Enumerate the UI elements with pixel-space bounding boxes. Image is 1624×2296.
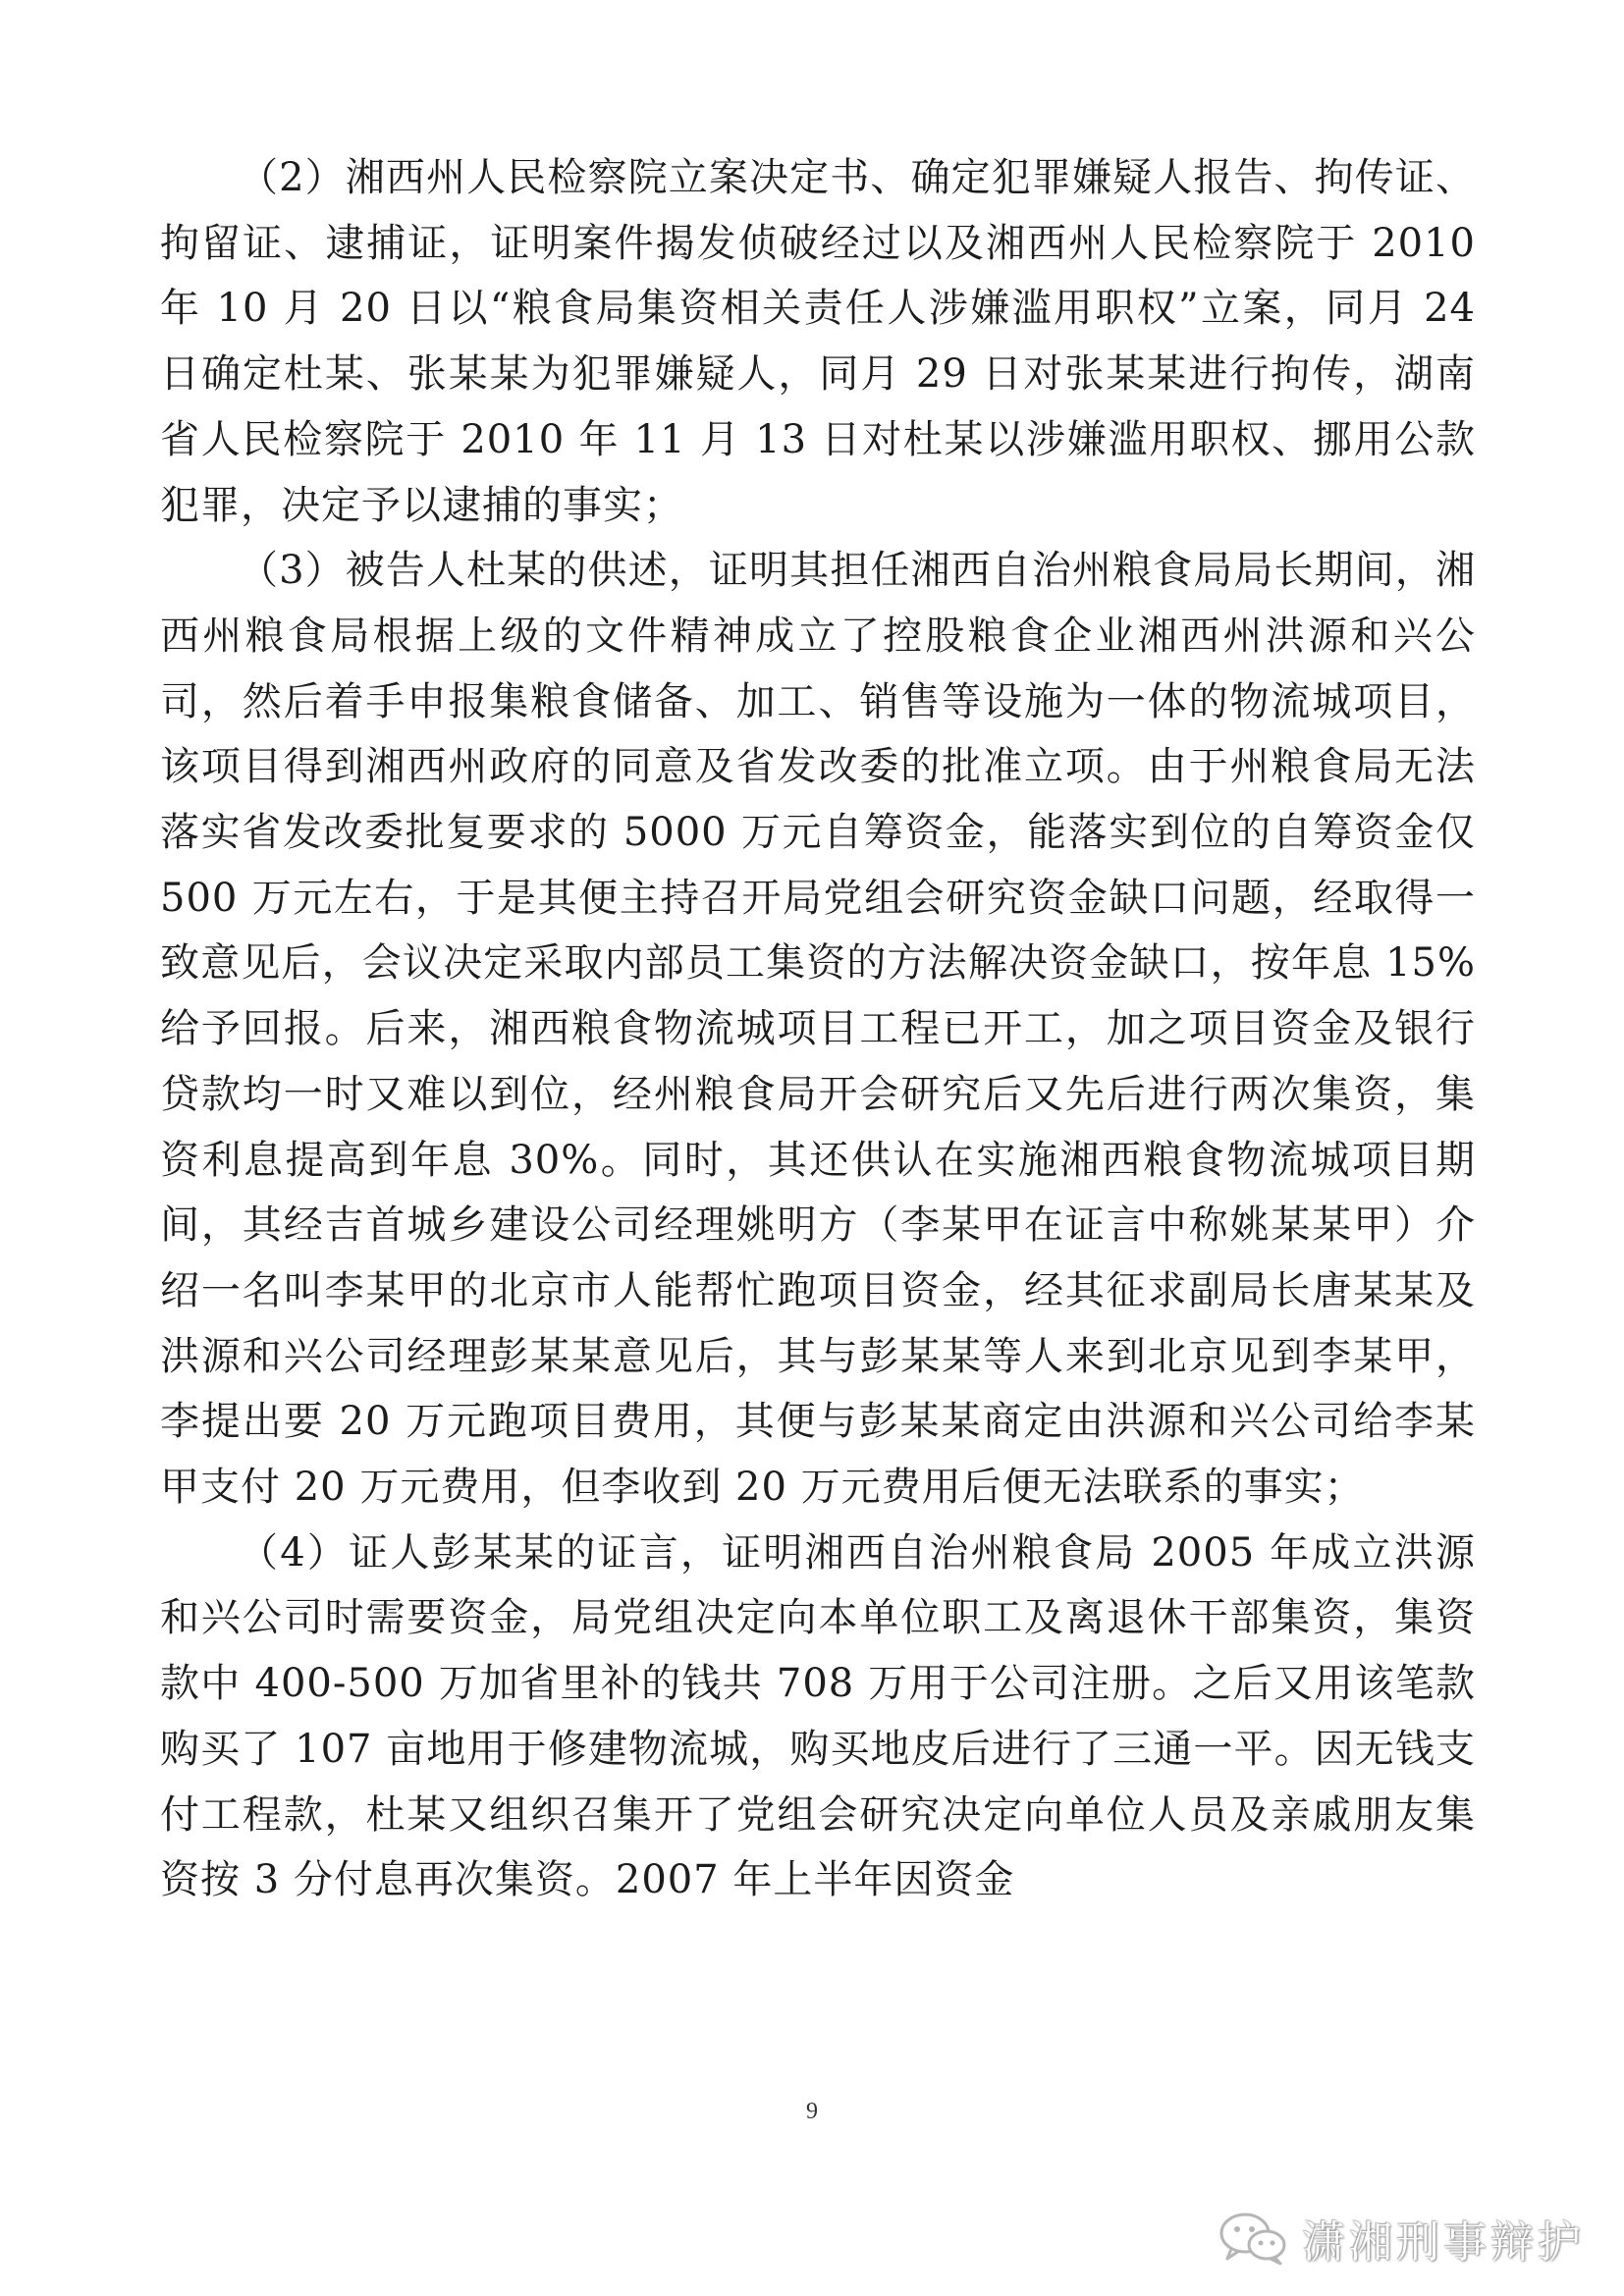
page-number: 9 (806, 2099, 818, 2124)
wechat-icon (1218, 2210, 1288, 2267)
paragraph-item-2: （2）湘西州人民检察院立案决定书、确定犯罪嫌疑人报告、拘传证、拘留证、逮捕证，证明案件揭发侦破经过以及湘西州人民检察院于 2010 年 10 月 20 日以“粮食局集资相关责任人涉嫌滥用职权”立案，同月 24 日确定杜某、张某某为犯罪嫌疑人，同月 29 日对张某某进行拘传，湖南省人民检察院于 2010 年 11 月 13 日对杜某以涉嫌滥用职权、挪用公款犯罪，决定予以逮捕的事实； (160, 155, 1476, 528)
document-body (160, 145, 1476, 1913)
watermark-text: 潇湘刑事辩护 (1302, 2217, 1585, 2268)
watermark (1218, 2207, 1585, 2269)
paragraph-item-4: （4）证人彭某某的证言，证明湘西自治州粮食局 2005 年成立洪源和兴公司时需要资金，局党组决定向本单位职工及离退休干部集资，集资款中 400-500 万加省里补的钱共 708 万用于公司注册。之后又用该笔款购买了 107 亩地用于修建物流城，购买地皮后进行了三通一平。因无钱支付工程款，杜某又组织召集开了党组会研究决定向单位人员及亲戚朋友集资按 3 分付息再次集资。2007 年上半年因资金 (160, 1529, 1476, 1903)
paragraph-item-3: （3）被告人杜某的供述，证明其担任湘西自治州粮食局局长期间，湘西州粮食局根据上级的文件精神成立了控股粮食企业湘西州洪源和兴公司，然后着手申报集粮食储备、加工、销售等设施为一体的物流城项目，该项目得到湘西州政府的同意及省发改委的批准立项。由于州粮食局无法落实省发改委批复要求的 5000 万元自筹资金，能落实到位的自筹资金仅 500 万元左右，于是其便主持召开局党组会研究资金缺口问题，经取得一致意见后，会议决定采取内部员工集资的方法解决资金缺口，按年息 15%给予回报。后来，湘西粮食物流城项目工程已开工，加之项目资金及银行贷款均一时又难以到位，经州粮食局开会研究后又先后进行两次集资，集资利息提高到年息 30%。同时，其还供认在实施湘西粮食物流城项目期间，其经吉首城乡建设公司经理姚明方（李某甲在证言中称姚某某甲）介绍一名叫李某甲的北京市人能帮忙跑项目资金，经其征求副局长唐某某及洪源和兴公司经理彭某某意见后，其与彭某某等人来到北京见到李某甲，李提出要 20 万元跑项目费用，其便与彭某某商定由洪源和兴公司给李某甲支付 20 万元费用，但李收到 20 万元费用后便无法联系的事实； (160, 548, 1476, 1511)
